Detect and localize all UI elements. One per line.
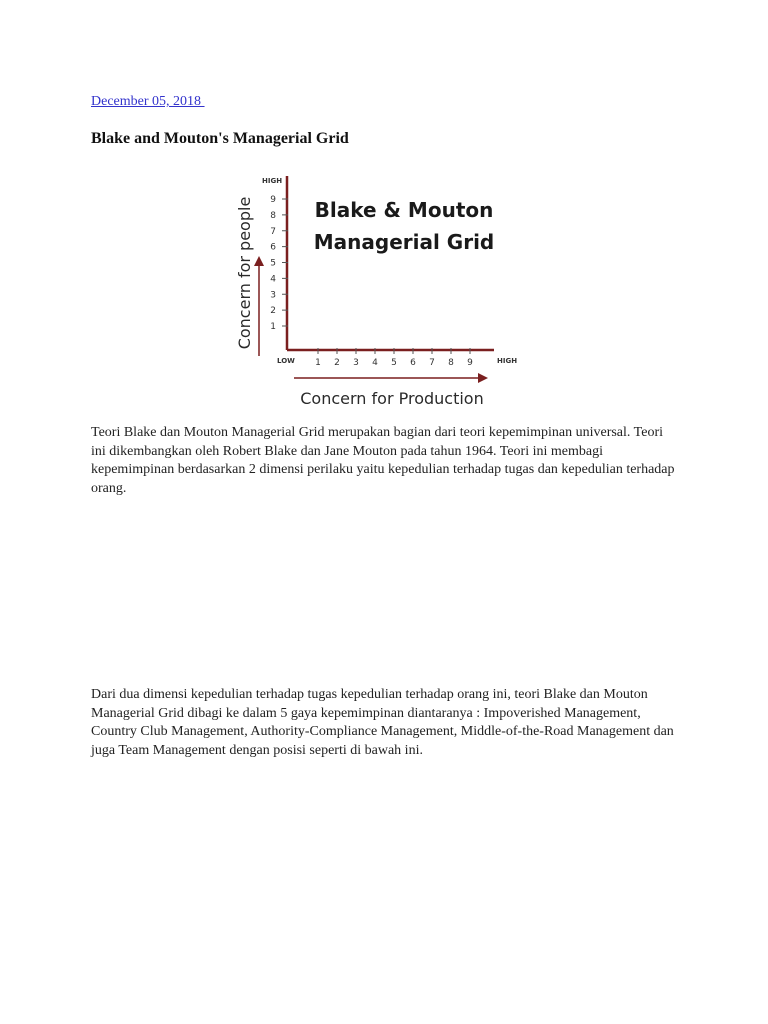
paragraph-styles: Dari dua dimensi kepedulian terhadap tugas kepedulian terhadap orang ini, teori Blake dan Mouton Managerial Grid dibagi ke dalam 5 gaya kepemimpinan diantaranya : Impoverished Management, Country Club Management, Authority-Compliance Management, Middle-of-the-Road Management dan juga Team Management dengan posisi seperti di bawah ini.: [91, 687, 674, 758]
post-title: Blake and Mouton's Managerial Grid: [91, 130, 349, 147]
figure-heading-line1: Blake & Mouton: [314, 198, 494, 222]
y-tick-label-2: 2: [270, 306, 276, 317]
x-axis-high-label: HIGH: [497, 357, 518, 365]
y-tick-label-4: 4: [270, 274, 276, 285]
y-tick-label-7: 7: [270, 226, 276, 237]
x-tick-label-5: 5: [391, 358, 397, 368]
y-axis-high-label: HIGH: [262, 177, 283, 185]
x-tick-label-2: 2: [334, 358, 340, 368]
y-tick-label-1: 1: [270, 322, 276, 332]
x-tick-label-8: 8: [448, 358, 454, 368]
y-tick-label-8: 8: [270, 210, 276, 221]
paragraph-intro: Teori Blake dan Mouton Managerial Grid merupakan bagian dari teori kepemimpinan universal. Teori ini dikembangkan oleh Robert Blake dan Jane Mouton pada tahun 1964. Teori ini membagi kepemimpinan berdasarkan 2 dimensi perilaku yaitu kepedulian terhadap tugas dan kepedulian terhadap orang.: [91, 425, 675, 496]
x-tick-label-6: 6: [410, 358, 416, 368]
x-tick-label-3: 3: [353, 358, 359, 368]
x-tick-label-1: 1: [315, 358, 321, 368]
x-tick-label-7: 7: [429, 358, 435, 368]
x-axis-low-label: LOW: [277, 357, 295, 365]
post-date-link[interactable]: December 05, 2018: [91, 94, 205, 109]
x-axis-title: Concern for Production: [300, 389, 484, 408]
y-tick-label-3: 3: [270, 290, 276, 301]
x-tick-label-4: 4: [372, 358, 378, 368]
managerial-grid-figure: [232, 168, 524, 408]
y-tick-label-5: 5: [270, 258, 276, 269]
y-axis-title: Concern for people: [235, 196, 254, 350]
figure-heading-line2: Managerial Grid: [313, 230, 495, 254]
y-tick-label-9: 9: [270, 195, 276, 205]
y-tick-label-6: 6: [270, 242, 276, 253]
managerial-grid-image: [232, 168, 524, 408]
x-tick-label-9: 9: [467, 358, 473, 368]
